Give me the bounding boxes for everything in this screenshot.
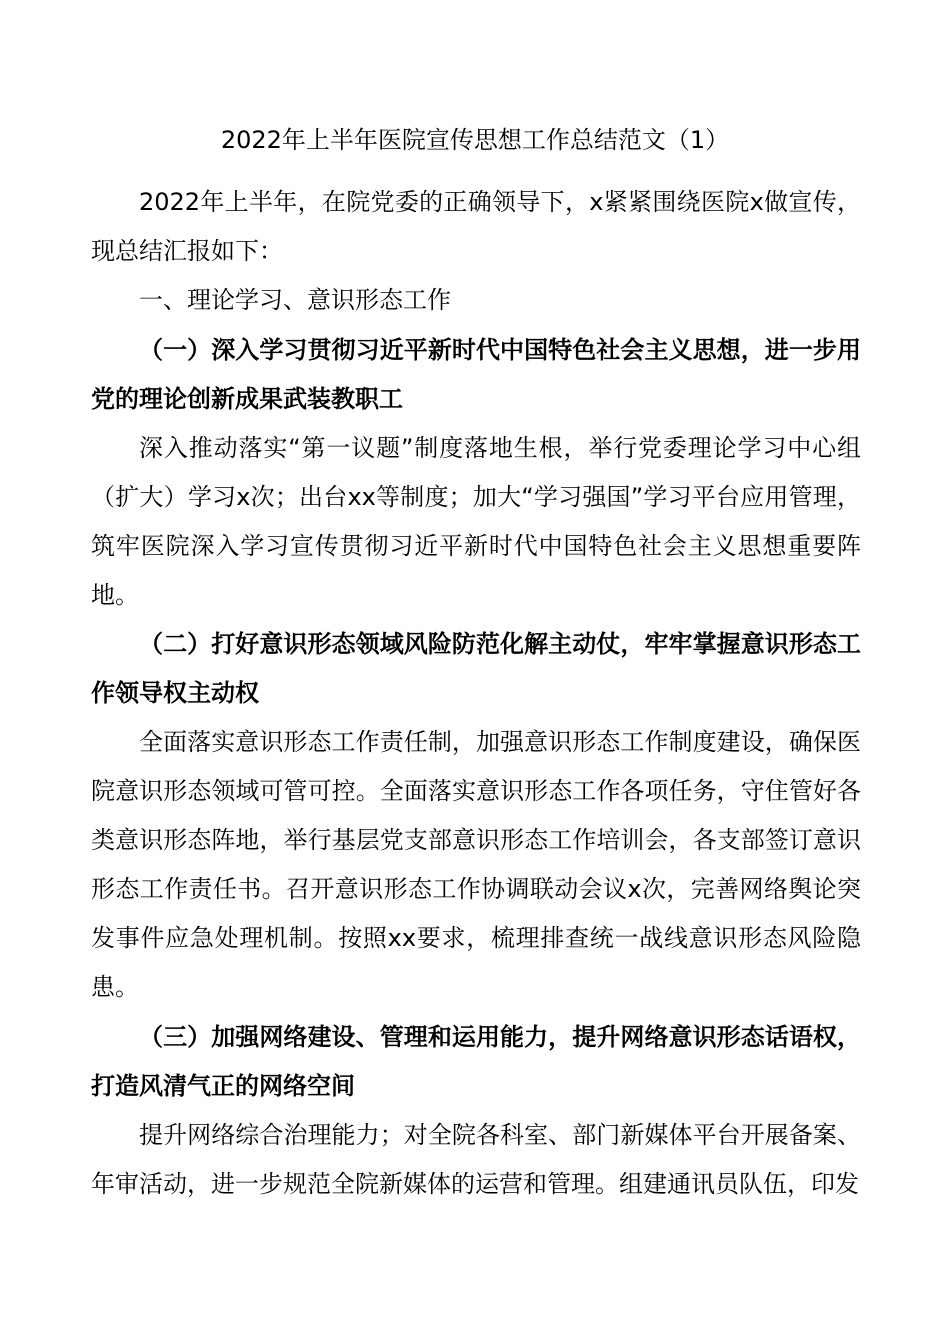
subsection-heading-3: （三）加强网络建设、管理和运用能力，提升网络意识形态话语权，打造风清气正的网络空间 <box>91 1023 861 1100</box>
document-title: 2022年上半年医院宣传思想工作总结范文（1） <box>220 126 730 154</box>
subsection-2 <box>91 620 861 1012</box>
subsection-1 <box>91 326 861 620</box>
body-paragraph-3: 提升网络综合治理能力；对全院各科室、部门新媒体平台开展备案、年审活动，进一步规范全院新媒体的运营和管理。组建通讯员队伍，印发 <box>91 1121 861 1198</box>
body-paragraph-1: 深入推动落实“第一议题”制度落地生根，举行党委理论学习中心组（扩大）学习x次；出台xx等制度；加大“学习强国”学习平台应用管理，筑牢医院深入学习宣传贯彻习近平新时代中国特色社会主义思想重要阵地。 <box>91 434 861 609</box>
intro-paragraph: 2022年上半年，在院党委的正确领导下，x紧紧围绕医院x做宣传，现总结汇报如下： <box>91 188 861 265</box>
subsection-3 <box>91 1013 861 1209</box>
body-paragraph-2: 全面落实意识形态工作责任制，加强意识形态工作制度建设，确保医院意识形态领域可管可控。全面落实意识形态工作各项任务，守住管好各类意识形态阵地，举行基层党支部意识形态工作培训会，各支部签订意识形态工作责任书。召开意识形态工作协调联动会议x次，完善网络舆论突发事件应急处理机制。按照xx要求，梳理排查统一战线意识形态风险隐患。 <box>91 728 861 1001</box>
subsection-heading-2: （二）打好意识形态领域风险防范化解主动仗，牢牢掌握意识形态工作领导权主动权 <box>91 630 861 707</box>
subsection-heading-1: （一）深入学习贯彻习近平新时代中国特色社会主义思想，进一步用党的理论创新成果武装教职工 <box>91 336 861 413</box>
intro-section <box>91 178 861 325</box>
section-heading-1: 一、理论学习、意识形态工作 <box>139 286 451 314</box>
